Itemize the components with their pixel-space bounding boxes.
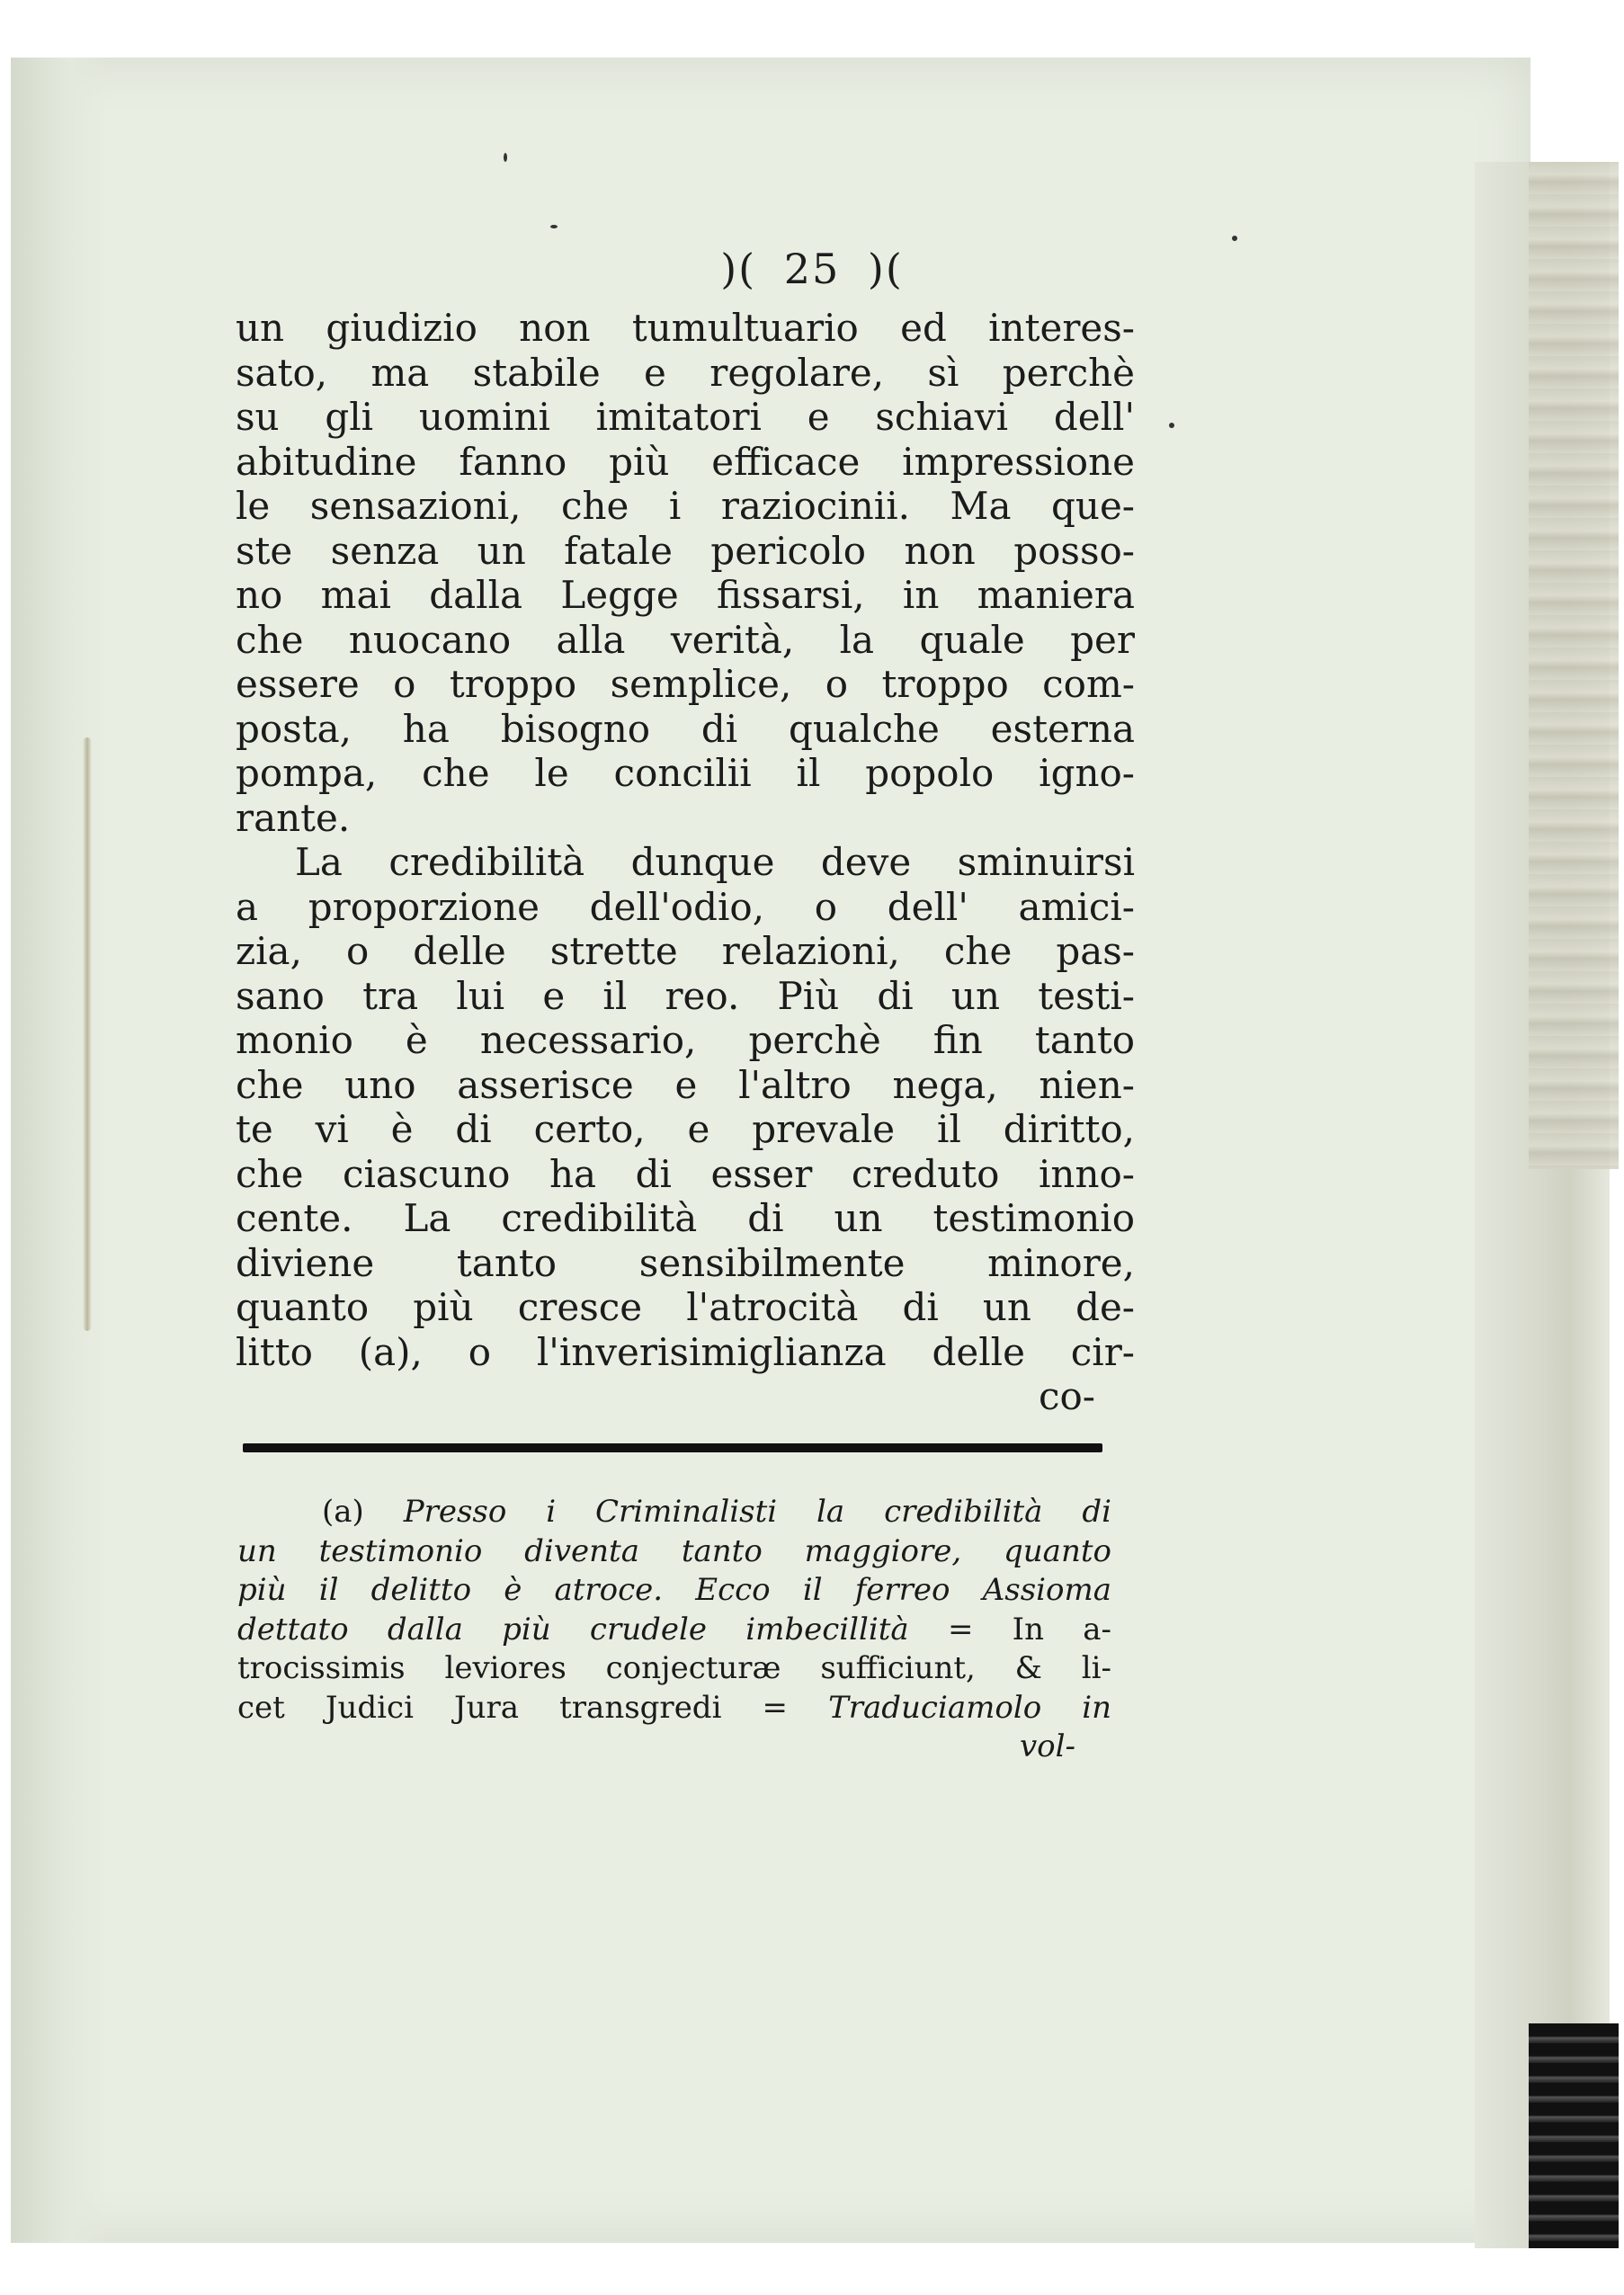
text-line: monio è necessario, perchè fin tanto bbox=[236, 1018, 1135, 1062]
header-ornament-right: )( bbox=[867, 245, 904, 293]
text-line: diviene tanto sensibilmente minore, bbox=[236, 1240, 1135, 1285]
footnote-line bbox=[237, 1689, 1111, 1728]
text-line: essere o troppo semplice, o troppo com- bbox=[236, 662, 1135, 706]
footnote-rule bbox=[243, 1443, 1102, 1452]
page-number: 25 bbox=[783, 245, 841, 293]
text-line: quanto più cresce l'atrocità di un de- bbox=[236, 1285, 1135, 1329]
text-line: abitudine fanno più efficace impressione bbox=[236, 439, 1135, 484]
text-line: sato, ma stabile e regolare, sì perchè bbox=[236, 350, 1135, 395]
text-line: sano tra lui e il reo. Più di un testi- bbox=[236, 973, 1135, 1018]
footnote-line bbox=[237, 1611, 1111, 1650]
footnote-line bbox=[237, 1493, 1111, 1532]
text-line: no mai dalla Legge fissarsi, in maniera bbox=[236, 573, 1135, 617]
text-line: rante. bbox=[236, 795, 351, 840]
footnote-text: = In a- bbox=[908, 1611, 1112, 1648]
main-text-block bbox=[236, 306, 1135, 1419]
text-line: litto (a), o l'inverisimiglianza delle cir- bbox=[236, 1329, 1135, 1374]
adjacent-page-edges bbox=[1529, 162, 1619, 1169]
footnote-line: trocissimis leviores conjecturæ sufficiunt, & li- bbox=[237, 1650, 1111, 1686]
text-line: un giudizio non tumultuario ed interes- bbox=[236, 306, 1135, 350]
footnote-line: più il delitto è atroce. Ecco il ferreo Assioma bbox=[237, 1572, 1111, 1608]
text-line: pompa, che le concilii il popolo igno- bbox=[236, 751, 1135, 795]
ink-speck bbox=[1169, 423, 1174, 428]
ink-speck bbox=[550, 225, 558, 228]
page-gutter bbox=[11, 58, 110, 2243]
footnote-block bbox=[237, 1493, 1111, 1767]
running-header bbox=[0, 245, 1624, 293]
catchword: co- bbox=[1039, 1374, 1095, 1418]
footnote-catchword: vol- bbox=[1019, 1728, 1075, 1764]
header-ornament-left: )( bbox=[720, 245, 757, 293]
text-line: ste senza un fatale pericolo non posso- bbox=[236, 528, 1135, 573]
ink-speck bbox=[1232, 236, 1237, 241]
footnote-line: un testimonio diventa tanto maggiore, quanto bbox=[237, 1532, 1111, 1569]
text-line: cente. La credibilità di un testimonio bbox=[236, 1196, 1135, 1240]
footnote-marker: (a) bbox=[322, 1494, 404, 1530]
text-line: te vi è di certo, e prevale il diritto, bbox=[236, 1107, 1135, 1151]
text-line: che ciascuno ha di esser creduto inno- bbox=[236, 1151, 1135, 1196]
footnote-text: Presso i Criminalisti la credibilità di bbox=[403, 1494, 1111, 1530]
text-line: che uno asserisce e l'altro nega, nien- bbox=[236, 1062, 1135, 1107]
text-line: su gli uomini imitatori e schiavi dell' bbox=[236, 395, 1135, 439]
scan-dark-border bbox=[1529, 2023, 1619, 2248]
footnote-text: dettato dalla più crudele imbecillità bbox=[237, 1611, 909, 1648]
footnote-text: Traduciamolo in bbox=[828, 1689, 1111, 1726]
ink-speck bbox=[504, 153, 507, 162]
text-line: posta, ha bisogno di qualche esterna bbox=[236, 706, 1135, 751]
footnote-text: cet Judici Jura transgredi = bbox=[237, 1689, 829, 1726]
text-line: che nuocano alla verità, la quale per bbox=[236, 617, 1135, 662]
paragraph-first-line: La credibilità dunque deve sminuirsi bbox=[295, 840, 1135, 884]
binding-shadow bbox=[83, 737, 92, 1331]
text-line: le sensazioni, che i raziocinii. Ma que- bbox=[236, 484, 1135, 528]
text-line: zia, o delle strette relazioni, che pas- bbox=[236, 929, 1135, 973]
text-line: a proporzione dell'odio, o dell' amici- bbox=[236, 884, 1135, 929]
